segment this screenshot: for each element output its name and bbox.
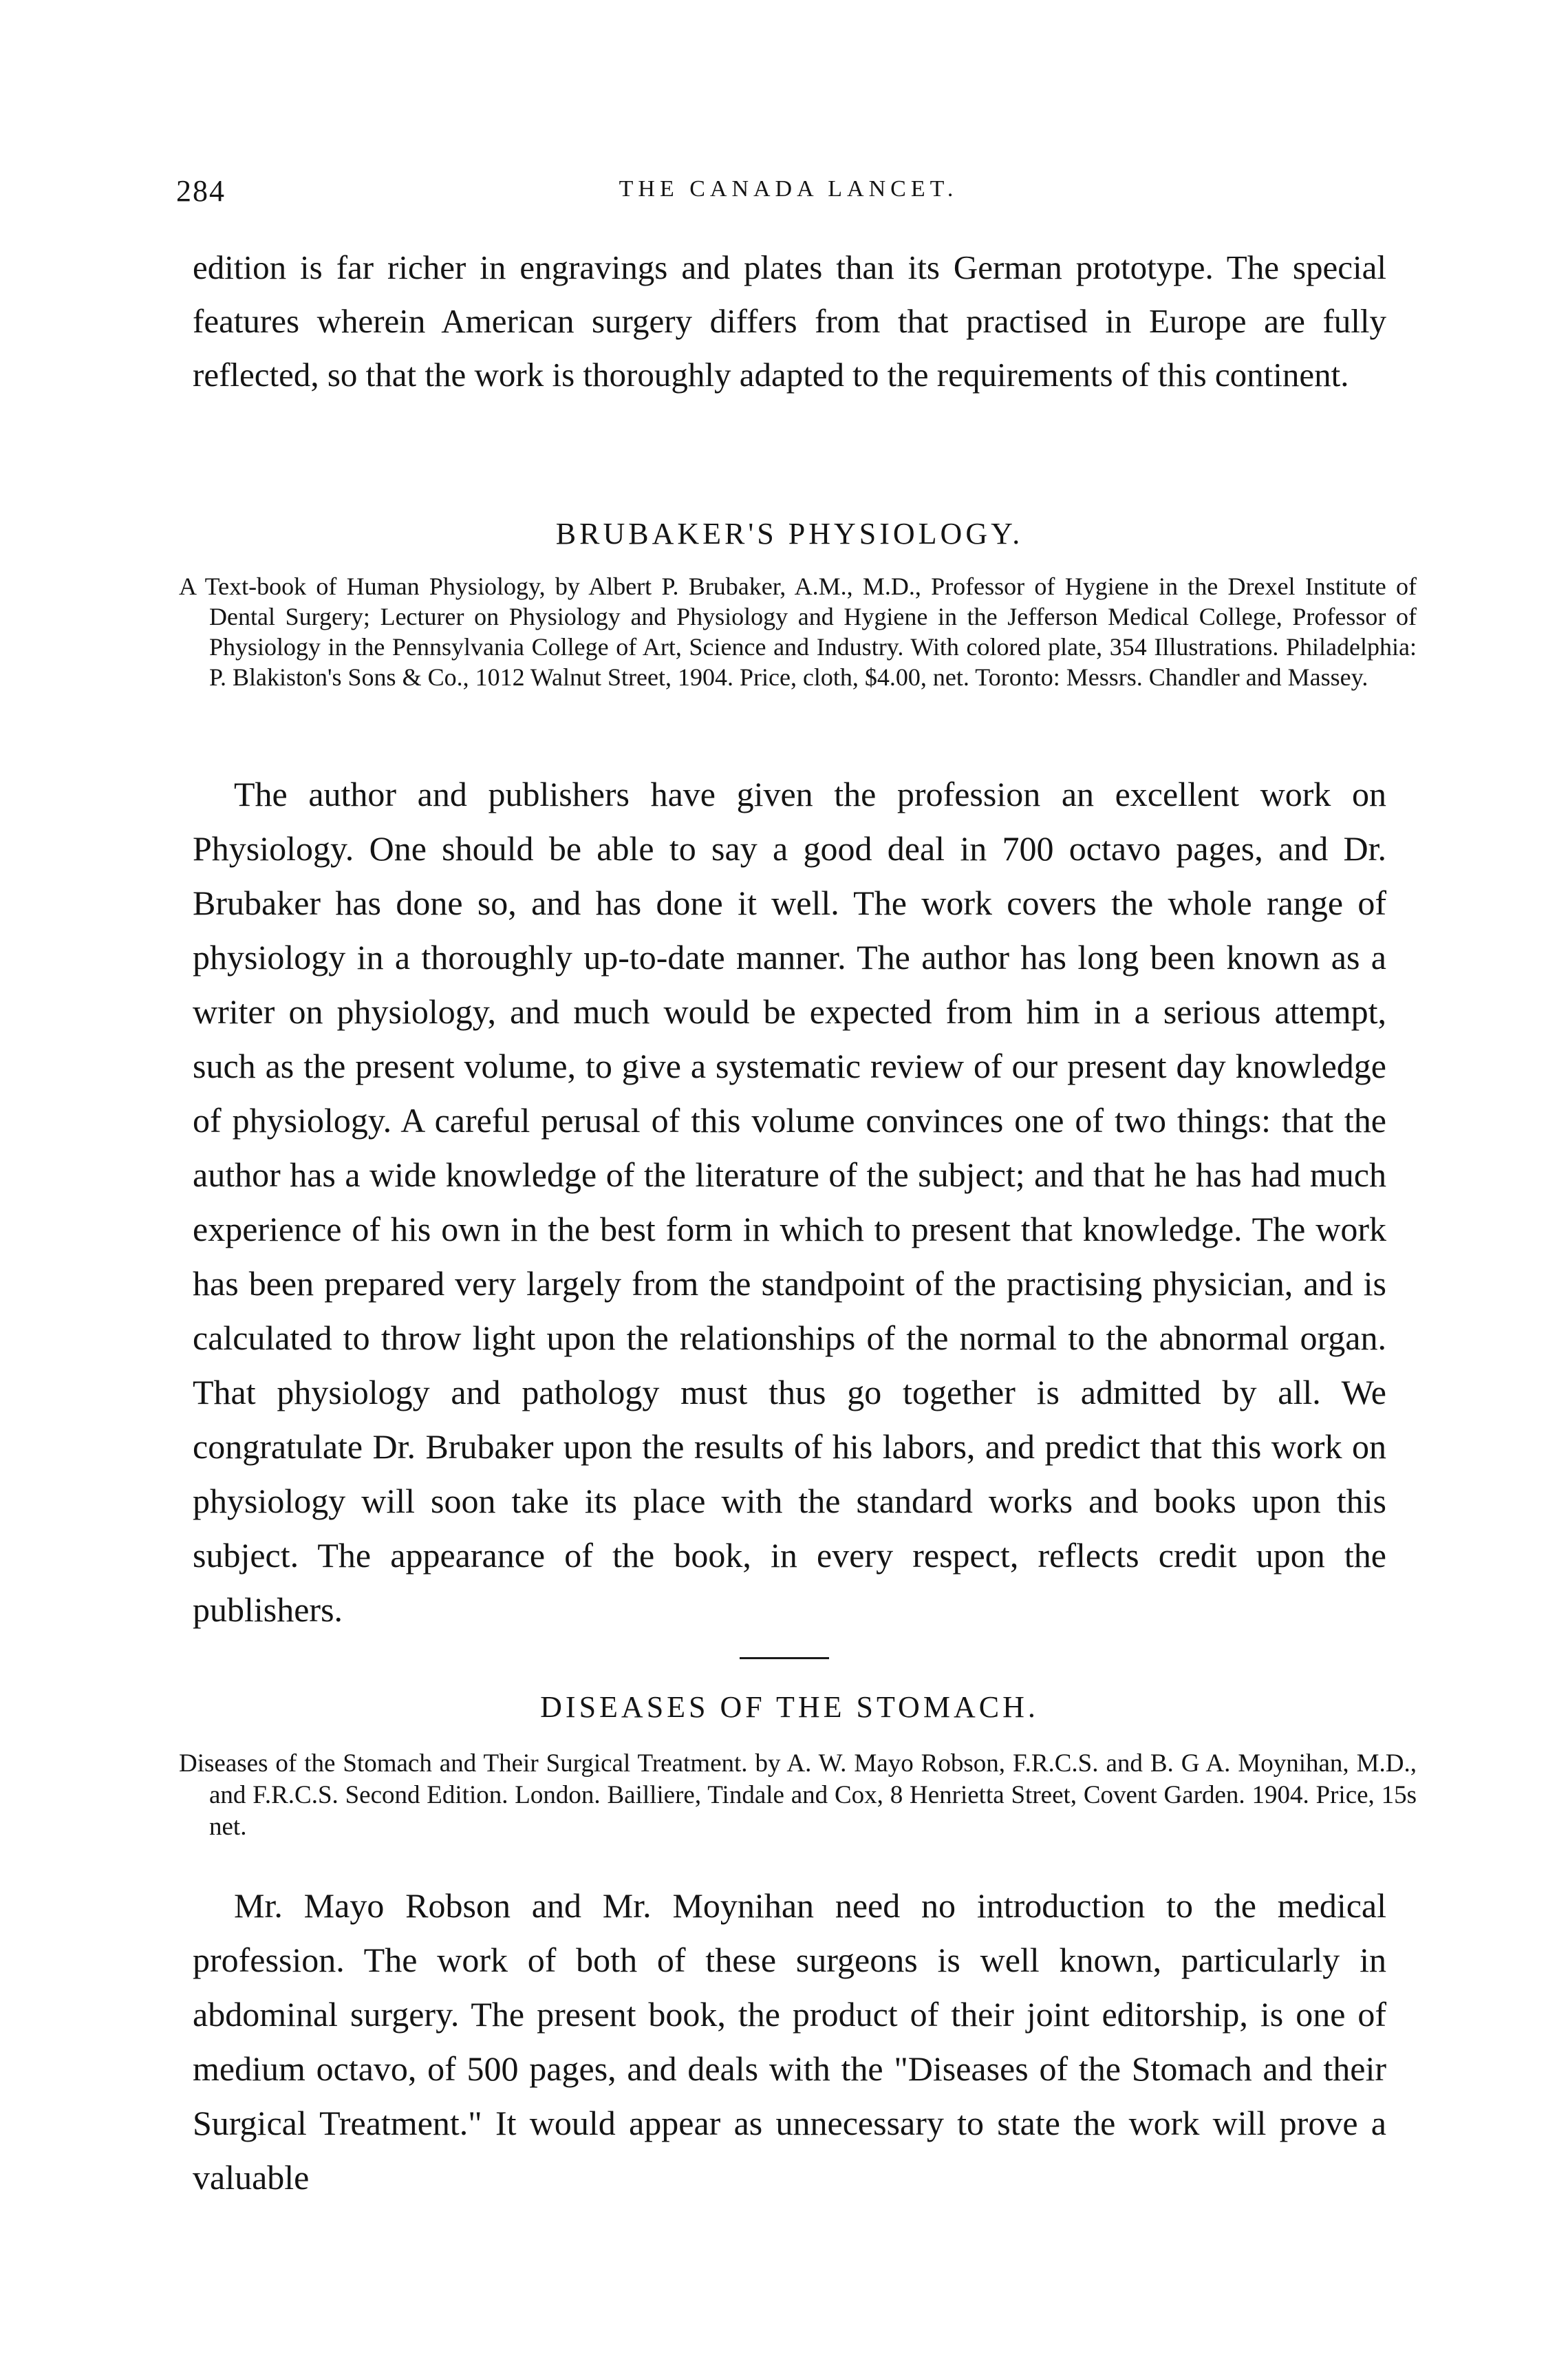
journal-title: THE CANADA LANCET.: [619, 176, 958, 202]
intro-paragraph: edition is far richer in engravings and plates than its German prototype. The special features wherein American surgery differs from that practised in Europe are fully reflected, so that the work is thoroughly adapted to the requirements of this continent.: [193, 248, 1386, 394]
book-citation-stomach: Diseases of the Stomach and Their Surgical Treatment. by A. W. Mayo Robson, F.R.C.S. and B. G A. Moynihan, M.D., and F.R.C.S. Second Edition. London. Bailliere, Tindale and Cox, 8 Henrietta Street, Covent Garden. 1904. Price, 15s net.: [179, 1749, 1417, 1841]
review-paragraph-physiology: The author and publishers have given the profession an excellent work on Physiology. One should be able to say a good deal in 700 octavo pages, and Dr. Brubaker has done so, and has done it well. The work covers the whole range of physiology in a thoroughly up-to-date manner. The author has long been known as a writer on physiology, and much would be expected from him in a serious attempt, such as the present volume, to give a systematic review of our present day knowledge of physiology. A careful perusal of this volume convinces one of two things: that the author has a wide knowledge of the literature of the subject; and that he has had much experience of his own in the best form in which to present that knowledge. The work has been prepared very largely from the standpoint of the practising physician, and is calculated to throw light upon the relationships of the normal to the abnormal organ. That physiology and pathology must thus go together is admitted by all. We congratulate Dr. Brubaker upon the results of his labors, and predict that this work on physiology will soon take its place with the standard works and books upon this subject. The appearance of the book, in every respect, reflects credit upon the publishers.: [193, 775, 1386, 1629]
running-head: [176, 173, 1401, 215]
review-paragraph-stomach: Mr. Mayo Robson and Mr. Moynihan need no introduction to the medical profession. The work of both of these surgeons is well known, particularly in abdominal surgery. The present book, the product of their joint editorship, is one of medium octavo, of 500 pages, and deals with the "Diseases of the Stomach and their Surgical Treatment." It would appear as unnecessary to state the work will prove a valuable: [193, 1886, 1386, 2197]
section-divider: [740, 1657, 829, 1659]
book-citation-physiology: A Text-book of Human Physiology, by Albert P. Brubaker, A.M., M.D., Professor of Hygiene in the Drexel Institute of Dental Surgery; Lecturer on Physiology and Physiology and Hygiene in the Jefferson Medical College, Professor of Physiology in the Pennsylvania College of Art, Science and Industry. With colored plate, 354 Illustrations. Philadelphia: P. Blakiston's Sons & Co., 1012 Walnut Street, 1904. Price, cloth, $4.00, net. Toronto: Messrs. Chandler and Massey.: [179, 573, 1417, 691]
page-number: 284: [176, 174, 226, 208]
section-heading-physiology: BRUBAKER'S PHYSIOLOGY.: [555, 517, 1024, 551]
section-heading-stomach: DISEASES OF THE STOMACH.: [540, 1690, 1039, 1724]
